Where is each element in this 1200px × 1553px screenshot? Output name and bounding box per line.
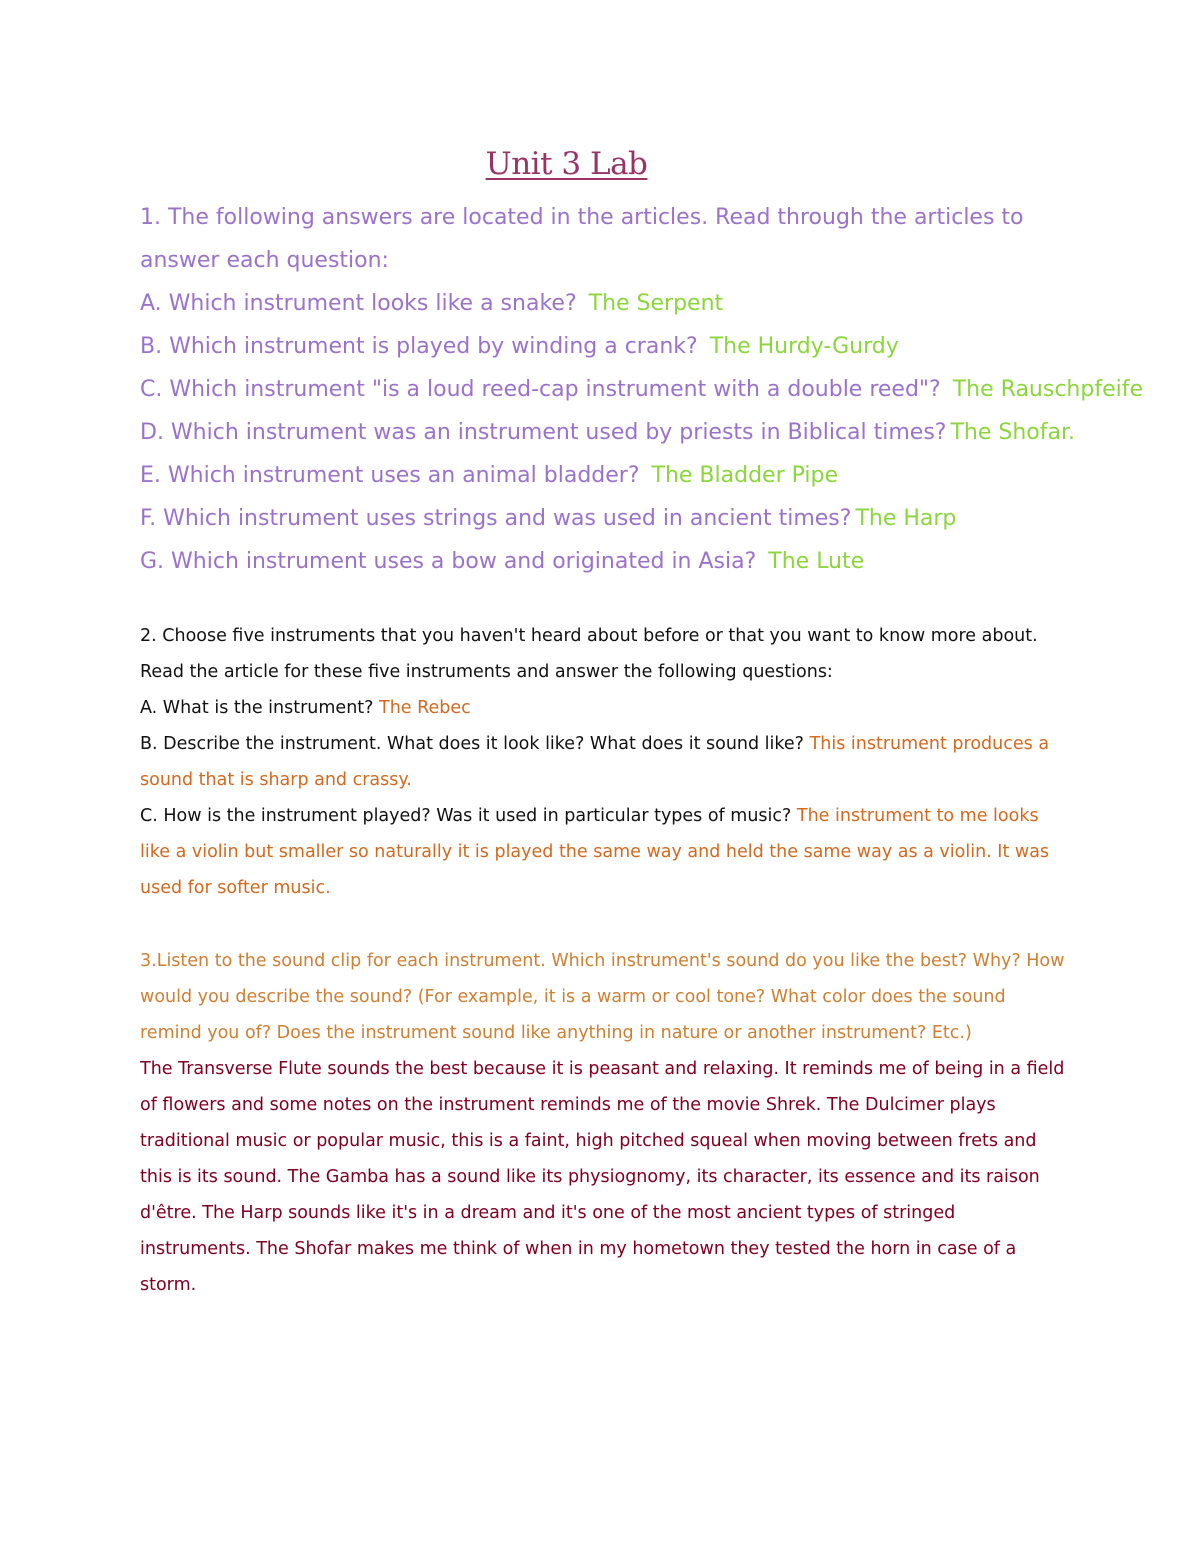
answer-text: The Rebec [379, 698, 471, 718]
section-1 [140, 196, 1144, 583]
answer-text: The Hurdy-Gurdy [709, 334, 899, 359]
section-2-intro: 2. Choose five instruments that you haven't heard about before or that you want to know more about. Read the article for these five instruments and answer the following questions: [140, 626, 1038, 682]
question-text: F. Which instrument uses strings and was used in ancient times? [140, 506, 852, 531]
question-text: B. Describe the instrument. What does it look like? What does it sound like? [140, 734, 804, 754]
question-1g [140, 540, 1070, 583]
question-1c [140, 368, 1144, 411]
question-1d [140, 411, 1076, 454]
question-text: C. Which instrument "is a loud reed-cap instrument with a double reed"? [140, 377, 941, 402]
section-3-answer: The Transverse Flute sounds the best because it is peasant and relaxing. It reminds me of being in a field of flowers and some notes on the instrument reminds me of the movie Shrek. The Dulcimer plays traditional music or popular music, this is a faint, high pitched squeal when moving between frets and this is its sound. The Gamba has a sound like its physiognomy, its character, its essence and its raison d'être. The Harp sounds like it's in a dream and it's one of the most ancient types of stringed instruments. The Shofar makes me think of when in my hometown they tested the horn in case of a storm. [140, 1059, 1065, 1295]
question-text: C. How is the instrument played? Was it used in particular types of music? [140, 806, 792, 826]
question-text: E. Which instrument uses an animal bladder? [140, 463, 640, 488]
question-2b [140, 726, 1070, 798]
section-3-question: 3.Listen to the sound clip for each instrument. Which instrument's sound do you like the best? Why? How would you describe the sound? (For example, it is a warm or cool tone? What color does the sound remind you of? Does the instrument sound like anything in nature or another instrument? Etc.) [140, 951, 1065, 1043]
section-1-intro: 1. The following answers are located in the articles. Read through the articles to answer each question: [140, 205, 1024, 273]
section-2 [140, 618, 1070, 906]
answer-text: The Rauschpfeife [952, 377, 1144, 402]
answer-text: The Harp [855, 506, 957, 531]
question-text: A. What is the instrument? [140, 698, 374, 718]
question-text: A. Which instrument looks like a snake? [140, 291, 577, 316]
answer-text: The instrument to me looks like a violin but smaller so naturally it is played the same way and held the same way as a violin. It was used for softer music. [140, 806, 1050, 898]
question-2a [140, 690, 1070, 726]
question-2c [140, 798, 1070, 906]
section-3 [140, 943, 1070, 1303]
question-text: B. Which instrument is played by winding a crank? [140, 334, 698, 359]
question-text: D. Which instrument was an instrument used by priests in Biblical times? [140, 420, 947, 445]
question-1b [140, 325, 1070, 368]
answer-text: The Serpent [588, 291, 724, 316]
answer-text: The Lute [768, 549, 865, 574]
question-1e [140, 454, 1070, 497]
question-text: G. Which instrument uses a bow and originated in Asia? [140, 549, 757, 574]
answer-text: The Shofar. [950, 420, 1076, 445]
question-1f [140, 497, 1070, 540]
answer-text: This instrument produces a sound that is sharp and crassy. [140, 734, 1050, 790]
answer-text: The Bladder Pipe [651, 463, 839, 488]
question-1a [140, 282, 1070, 325]
page-title: Unit 3 Lab [485, 146, 648, 182]
